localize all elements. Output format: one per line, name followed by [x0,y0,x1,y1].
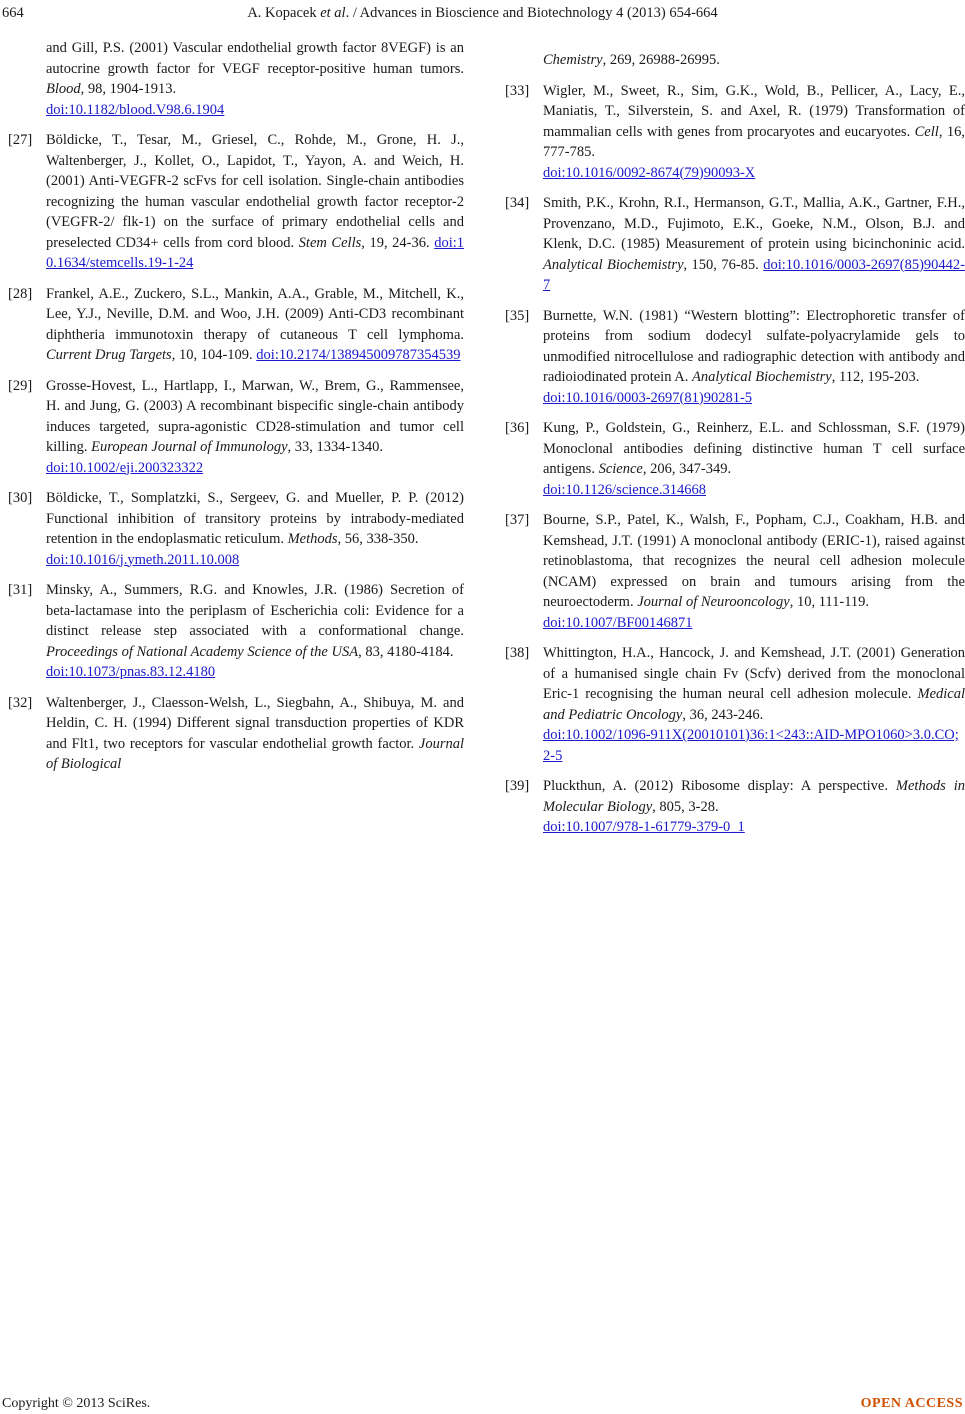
reference-item [505,776,965,838]
reference-list-right [505,81,965,838]
ref-text: Grosse-Hovest, L., Hartlapp, I., Marwan, W., Brem, G., Rammensee, H. and Jung, G. (2003) A recombinant bispecific single-chain antibody induces targeted, supra-agonistic CD28-stimulation and tumor cell killing. [46,377,464,455]
doi-link[interactable]: doi:10.2174/138945009787354539 [256,347,461,363]
doi-link[interactable]: doi:10.1002/eji.200323322 [46,459,204,476]
ref-journal: Current Drug Targets [46,347,172,363]
ref-journal: Medical and Pediatric Oncology [543,686,965,723]
reference-item [8,284,464,366]
ref-details: , 36, 243-246. [682,706,764,723]
ref-journal: Analytical Biochemistry [692,369,832,385]
doi-link[interactable]: doi:10.1073/pnas.83.12.4180 [46,664,216,680]
ref-journal: Cell [914,123,939,140]
ref-details: , 56, 338-350. [337,531,419,547]
reference-item [8,693,464,775]
ref-text: Waltenberger, J., Claesson-Welsh, L., Siegbahn, A., Shibuya, M. and Heldin, C. H. (1994) Different signal transduction properties of KDR and Flt1, two receptors for vascular endothelial growth factor. [46,694,464,752]
reference-item [505,306,965,409]
copyright-text: Copyright © 2013 SciRes. [2,1396,151,1411]
ref-details: , 150, 76-85. [683,256,764,273]
ref-journal: Chemistry [543,52,603,68]
reference-number: [27] [8,132,33,148]
ref-details: , 112, 195-203. [831,369,920,385]
ref-journal: European Journal of Immunology [91,439,288,455]
doi-link[interactable]: doi:10.1016/0092-8674(79)90093-X [543,164,756,181]
ref-text: Wigler, M., Sweet, R., Sim, G.K., Wold, B., Pellicer, A., Lacy, E., Maniatis, T., Silverstein, S. and Axel, R. (1979) Transformation of mammalian cells with genes from procaryotes and eucaryotes. [543,82,965,140]
doi-link[interactable]: doi:10.1634/stemcells.19-1-24 [46,234,464,271]
ref-details: , 206, 347-349. [642,461,732,477]
ref-details: , 269, 26988-26995. [602,52,720,68]
reference-list-left [8,130,464,775]
ref-journal: Blood [46,81,81,97]
ref-journal: Proceedings of National Academy Science of the USA [46,643,359,660]
open-access-badge: OPEN ACCESS [860,1396,963,1411]
ref-journal: Methods [287,531,338,547]
running-head-authors: A. Kopacek [247,5,317,21]
ref-details: , 805, 3-28. [652,798,719,815]
ref-journal: Methods in Molecular Biology [543,778,965,815]
ref-details: , 33, 1334-1340. [287,439,383,455]
ref-text: Minsky, A., Summers, R.G. and Knowles, J.R. (1986) Secretion of beta-lactamase into the periplasm of Escherichia coli: Evidence for a distinct release step associated with a conformational change. [46,582,464,639]
ref-details: , 10, 104-109. [171,347,257,363]
reference-item [505,81,965,184]
doi-link[interactable]: doi:10.1007/BF00146871 [543,614,693,631]
reference-number: [34] [505,195,530,211]
ref-journal: Journal of Neurooncology [637,594,790,610]
reference-continuation [505,50,965,71]
ref-journal: Analytical Biochemistry [543,256,684,273]
ref-text: and Gill, P.S. (2001) Vascular endothelial growth factor 8VEGF) is an autocrine growth factor for VEGF receptor-positive human tumors. [46,40,464,77]
page-number: 664 [2,5,24,21]
reference-item [8,488,464,570]
reference-number: [35] [505,307,530,324]
reference-number: [39] [505,778,530,794]
left-column [8,38,464,785]
doi-link[interactable]: doi:10.1002/1096-911X(20010101)36:1<243::AID-MPO1060>3.0.CO;2-5 [543,727,959,764]
ref-text: Böldicke, T., Tesar, M., Griesel, C., Rohde, M., Grone, H. J., Waltenberger, J., Kollet, O., Lapidot, T., Yayon, A. and Weich, H. (2001) Anti-VEGFR-2 scFvs for cell isolation. Single-chain antibodies recognizing the human vascular endothelial growth factor receptor-2 (VEGFR-2/ flk-1) on the surface of primary endothelial cells and preselected CD34+ cells from cord blood. [46,132,464,251]
doi-link[interactable]: doi:10.1016/0003-2697(81)90281-5 [543,389,753,406]
reference-number: [38] [505,645,530,661]
ref-details: , 16, 777-785. [543,123,965,160]
ref-text: Bourne, S.P., Patel, K., Walsh, F., Popham, C.J., Coakham, H.B. and Kemshead, J.T. (1991) A monoclonal antibody (ERIC-1), raised against retinoblastoma, that recognizes the neural cell adhesion molecule (NCAM) expressed on brain and tumours arising from the neuroectoderm. [543,512,965,610]
reference-number: [30] [8,490,33,506]
ref-text: Böldicke, T., Somplatzki, S., Sergeev, G. and Mueller, P. P. (2012) Functional inhibition of transitory proteins by intrabody-mediated retention in the endoplasmatic reticulum. [46,490,464,547]
reference-number: [31] [8,582,33,598]
reference-item [505,643,965,766]
doi-link[interactable]: doi:10.1126/science.314668 [543,481,706,498]
ref-text: Whittington, H.A., Hancock, J. and Kemshead, J.T. (2001) Generation of a humanised single chain Fv (Scfv) derived from the monoclonal Eric-1 recognising the human neural cell adhesion molecule. [543,645,965,702]
doi-link[interactable]: doi:10.1016/0003-2697(85)90442-7 [543,256,965,293]
reference-number: [28] [8,285,33,302]
reference-number: [32] [8,694,33,711]
ref-details: , 10, 111-119. [789,594,870,610]
running-head-et-al: et al [320,5,346,21]
page-header [0,2,965,24]
doi-link[interactable]: doi:10.1016/j.ymeth.2011.10.008 [46,551,240,568]
reference-number: [37] [505,512,530,528]
ref-text: Smith, P.K., Krohn, R.I., Hermanson, G.T., Mallia, A.K., Gartner, F.H., Provenzano, M.D., Fujimoto, E.K., Goeke, N.M., Olson, B.J. and Klenk, D.C. (1985) Measurement of protein using bicinchoninic acid. [543,195,965,252]
reference-item [505,510,965,633]
right-column [505,50,965,848]
reference-item [8,130,464,274]
ref-details: , 19, 24-36. [361,234,435,251]
ref-details: , 98, 1904-1913. [80,81,177,97]
reference-item [8,580,464,683]
ref-text: Frankel, A.E., Zuckero, S.L., Mankin, A.A., Grable, M., Mitchell, K., Lee, Y.J., Neville, D.M. and Woo, J.H. (2009) Anti-CD3 recombinant diphtheria immunotoxin therapy of cutaneous T cell lymphoma. [46,285,464,343]
doi-link[interactable]: doi:10.1182/blood.V98.6.1904 [46,101,225,118]
ref-text: Pluckthun, A. (2012) Ribosome display: A perspective. [543,778,896,794]
ref-journal: Science [598,461,643,477]
running-head-journal: . / Advances in Bioscience and Biotechnology 4 (2013) 654-664 [345,5,718,21]
ref-details: , 83, 4180-4184. [358,643,454,660]
ref-text: Burnette, W.N. (1981) “Western blotting”: Electrophoretic transfer of proteins from sodium dodecyl sulfate-polyacrylamide gels to unmodified nitrocellulose and radiographic detection with antibody and radioiodinated protein A. [543,307,965,385]
ref-journal: Journal of Biological [46,735,464,772]
reference-number: [29] [8,377,33,394]
ref-journal: Stem Cells [298,234,362,251]
reference-item [505,418,965,500]
reference-item [8,376,464,479]
reference-continuation [8,38,464,120]
ref-text: Kung, P., Goldstein, G., Reinherz, E.L. and Schlossman, S.F. (1979) Monoclonal antibodies defining distinctive human T cell surface antigens. [543,420,965,477]
reference-item [505,193,965,296]
reference-number: [33] [505,82,530,99]
running-head [0,2,965,24]
doi-link[interactable]: doi:10.1007/978-1-61779-379-0_1 [543,819,745,835]
reference-number: [36] [505,420,530,436]
